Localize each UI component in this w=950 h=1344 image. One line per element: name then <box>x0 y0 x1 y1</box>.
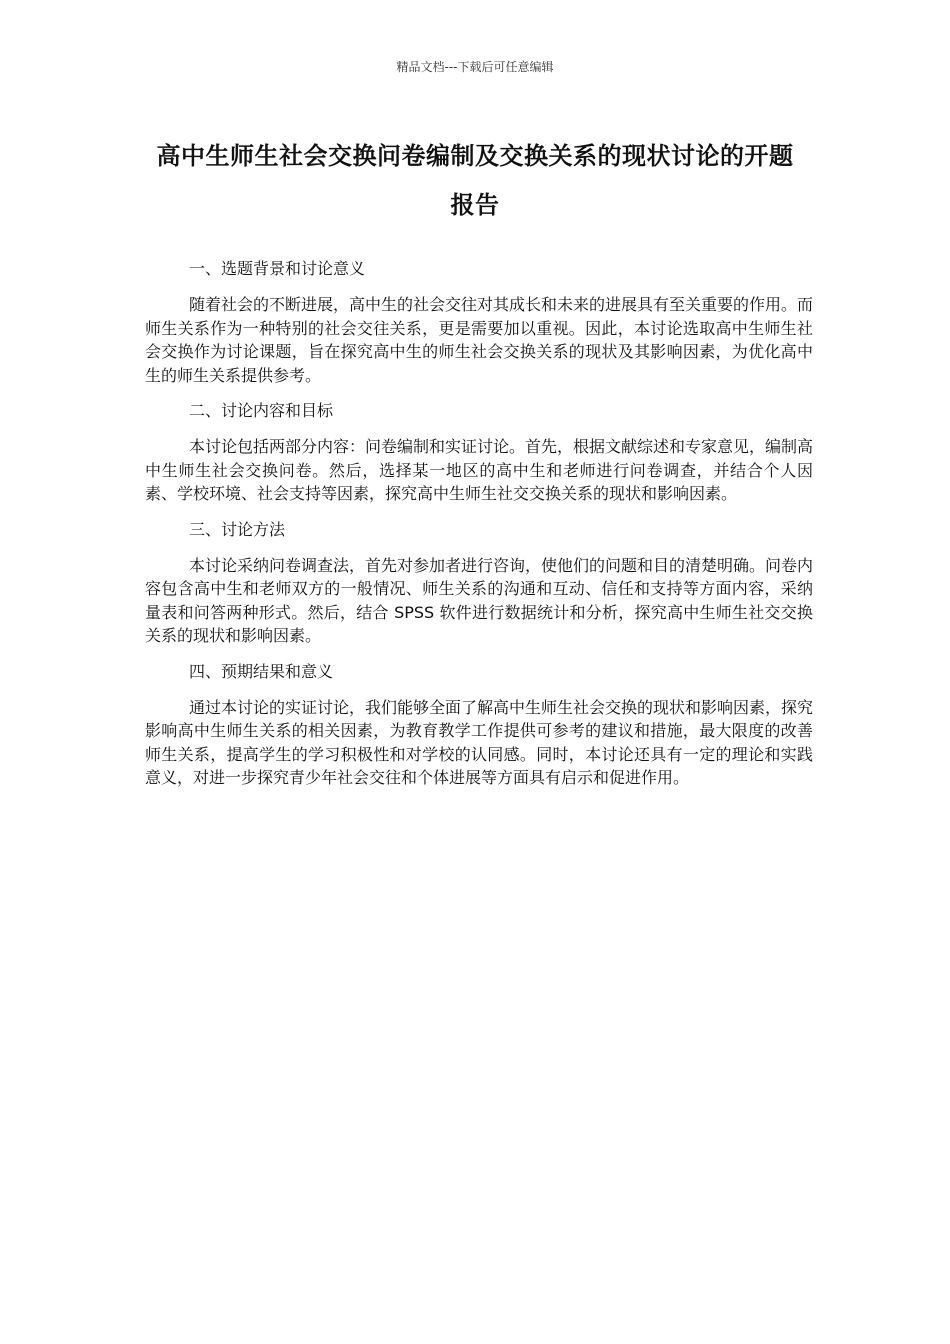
section-content-goals <box>145 399 813 506</box>
header-note: 精品文档---下载后可任意编辑 <box>396 60 554 74</box>
section-paragraph: 本讨论采纳问卷调查法，首先对参加者进行咨询，使他们的问题和目的清楚明确。问卷内容包含高中生和老师双方的一般情况、师生关系的沟通和互动、信任和支持等方面内容，采纳量表和问答两种形式。然后，结合 SPSS 软件进行数据统计和分析，探究高中生师生社交交换关系的现状和影响因素。 <box>145 555 814 645</box>
section-heading: 一、选题背景和讨论意义 <box>189 259 366 278</box>
section-paragraph: 本讨论包括两部分内容：问卷编制和实证讨论。首先，根据文献综述和专家意见，编制高中生师生社会交换问卷。然后，选择某一地区的高中生和老师进行问卷调查，并结合个人因素、学校环境、社会支持等因素，探究高中生师生社交交换关系的现状和影响因素。 <box>145 437 814 503</box>
section-methods <box>145 518 813 648</box>
document-body <box>145 257 813 802</box>
section-heading: 二、讨论内容和目标 <box>189 401 334 420</box>
section-paragraph: 随着社会的不断进展，高中生的社会交往对其成长和未来的进展具有至关重要的作用。而师生关系作为一种特别的社会交往关系，更是需要加以重视。因此，本讨论选取高中生师生社会交换作为讨论课题，旨在探究高中生的师生社会交换关系的现状及其影响因素，为优化高中生的师生关系提供参考。 <box>145 295 814 385</box>
section-paragraph: 通过本讨论的实证讨论，我们能够全面了解高中生师生社会交换的现状和影响因素，探究影响高中生师生关系的相关因素，为教育教学工作提供可参考的建议和措施，最大限度的改善师生关系，提高学生的学习积极性和对学校的认同感。同时，本讨论还具有一定的理论和实践意义，对进一步探究青少年社会交往和个体进展等方面具有启示和促进作用。 <box>145 697 814 787</box>
document-title: 高中生师生社会交换问卷编制及交换关系的现状讨论的开题报告 <box>156 142 794 219</box>
section-heading: 四、预期结果和意义 <box>189 661 334 681</box>
section-expected-results <box>145 660 813 790</box>
section-heading: 三、讨论方法 <box>189 519 286 539</box>
section-background <box>145 257 813 387</box>
